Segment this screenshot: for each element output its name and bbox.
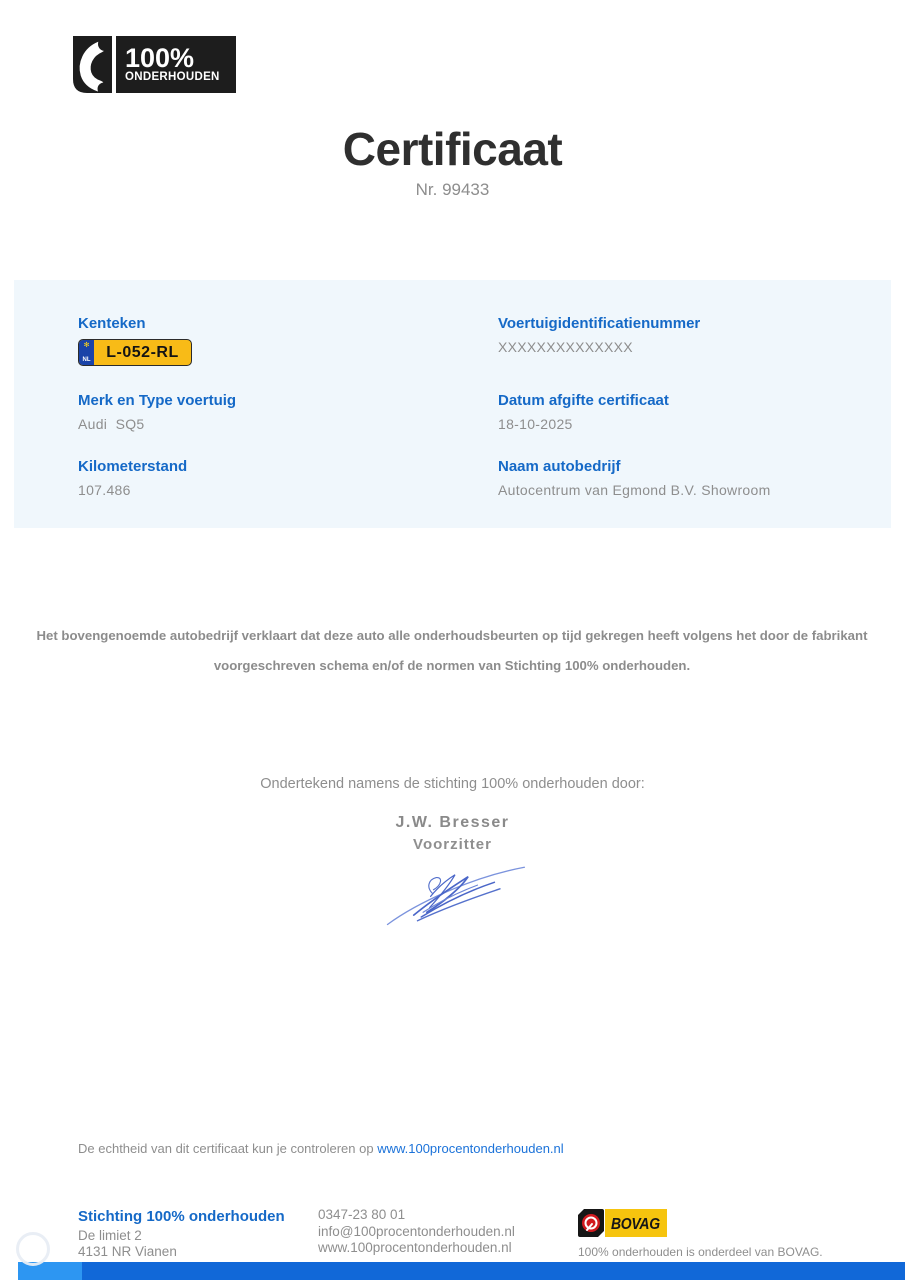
field-value: Audi SQ5 [78,416,145,432]
plate-eu-strip [79,340,94,365]
signature-image [380,858,530,930]
declaration-text: Het bovengenoemde autobedrijf verklaart dat deze auto alle onderhoudsbeurten op tijd gekregen heeft volgens het door de fabrikant voorgeschreven schema en/of de normen van Stichting 100% onderhouden. [36,628,868,673]
field-merk-type [78,392,236,432]
footer-address [78,1228,177,1260]
field-value: XXXXXXXXXXXXXX [498,339,633,355]
footer-address-line1: De limiet 2 [78,1228,142,1243]
bottom-bar-dark-segment [82,1262,905,1280]
field-label: Kilometerstand [78,458,188,475]
brand-name-bottom: ONDERHOUDEN [125,71,220,83]
signer-name: J.W. Bresser [395,814,510,831]
verification-line [78,1141,564,1156]
field-kilometerstand [78,458,187,498]
bovag-logo [578,1209,667,1237]
field-label: Voertuigidentificatienummer [498,315,701,332]
license-plate [78,339,192,366]
brand-logo [73,36,236,93]
bottom-accent-bar [18,1262,905,1280]
field-label: Naam autobedrijf [498,458,621,475]
bovag-note: 100% onderhouden is onderdeel van BOVAG. [578,1245,823,1259]
bovag-wordmark-box [605,1209,667,1237]
page-title: Certificaat [342,123,563,175]
corner-circle-widget[interactable] [16,1232,50,1266]
bovag-emblem-icon [578,1209,604,1237]
brand-wordmark [116,36,236,93]
brand-name-top: 100% [125,43,195,73]
footer-email: info@100procentonderhouden.nl [318,1223,515,1239]
field-vin [498,315,700,355]
footer-address-line2: 4131 NR Vianen [78,1244,177,1259]
footer-org-name: Stichting 100% onderhouden [78,1208,285,1225]
plate-number: L-052-RL [106,343,179,361]
footer-website: www.100procentonderhouden.nl [318,1240,512,1255]
field-kenteken [78,315,192,366]
signing-intro: Ondertekend namens de stichting 100% onderhouden door: [260,776,645,792]
field-value: Autocentrum van Egmond B.V. Showroom [498,482,771,498]
footer-contact [318,1207,515,1257]
wrench-icon [73,36,112,93]
bovag-wordmark: BOVAG [611,1213,660,1233]
footer-phone: 0347-23 80 01 [318,1207,406,1222]
field-label: Datum afgifte certificaat [498,392,669,409]
field-label: Kenteken [78,315,146,332]
signer-role: Voorzitter [413,836,492,853]
verification-link[interactable]: www.100procentonderhouden.nl [377,1141,564,1156]
plate-country-code: NL [82,357,91,363]
eu-stars-icon: ✻ [83,342,90,349]
verification-text: De echtheid van dit certificaat kun je controleren op [78,1141,374,1156]
certificate-number: Nr. 99433 [415,180,490,199]
field-value: 18-10-2025 [498,416,573,432]
field-naam-autobedrijf [498,458,771,498]
field-datum-afgifte [498,392,669,432]
field-value: 107.486 [78,482,131,498]
field-label: Merk en Type voertuig [78,392,237,409]
